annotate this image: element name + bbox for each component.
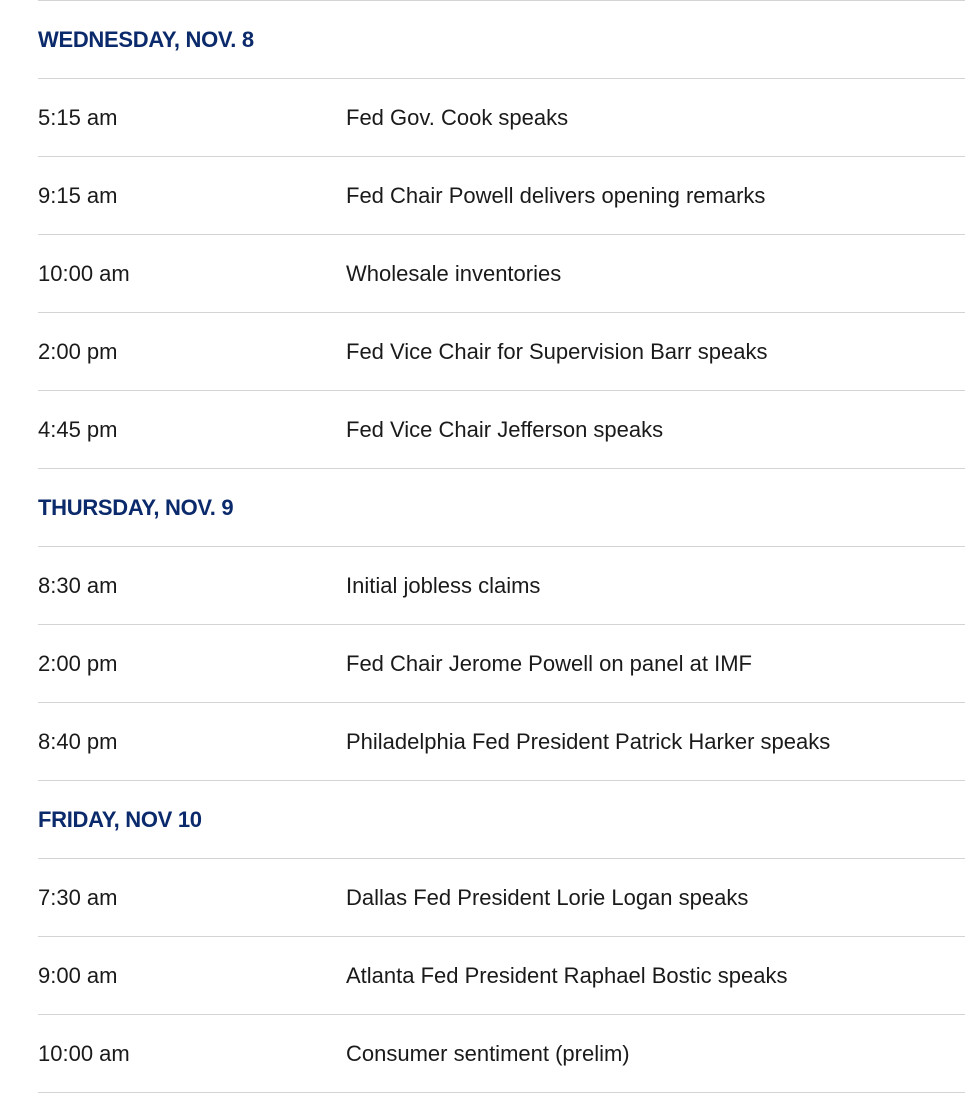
table-row [38,235,965,312]
table-row [38,703,965,780]
event-description: Fed Chair Jerome Powell on panel at IMF [346,650,752,676]
day-heading-wednesday: WEDNESDAY, NOV. 8 [38,26,254,52]
table-row [38,79,965,156]
table-row [38,547,965,624]
table-row [38,313,965,390]
event-description: Philadelphia Fed President Patrick Harker speaks [346,728,831,754]
event-time: 5:15 am [38,104,118,130]
event-description: Dallas Fed President Lorie Logan speaks [346,884,749,910]
day-heading-friday: FRIDAY, NOV 10 [38,806,202,832]
event-description: Fed Vice Chair for Supervision Barr speaks [346,338,768,364]
divider [38,1092,965,1093]
table-row [38,859,965,936]
event-time: 9:00 am [38,962,118,988]
day-heading-thursday: THURSDAY, NOV. 9 [38,494,234,520]
event-description: Fed Gov. Cook speaks [346,104,569,130]
event-time: 2:00 pm [38,650,118,676]
table-row [38,625,965,702]
event-description: Consumer sentiment (prelim) [346,1040,630,1066]
event-time: 4:45 pm [38,416,118,442]
event-time: 10:00 am [38,1040,130,1066]
table-row [38,157,965,234]
event-time: 10:00 am [38,260,130,286]
event-description: Fed Vice Chair Jefferson speaks [346,416,664,442]
event-time: 9:15 am [38,182,118,208]
event-time: 7:30 am [38,884,118,910]
event-time: 8:30 am [38,572,118,598]
event-description: Atlanta Fed President Raphael Bostic speaks [346,962,788,988]
economic-calendar [38,0,965,1093]
event-description: Initial jobless claims [346,572,541,598]
event-time: 8:40 pm [38,728,118,754]
event-time: 2:00 pm [38,338,118,364]
event-description: Fed Chair Powell delivers opening remarks [346,182,766,208]
event-description: Wholesale inventories [346,260,562,286]
table-row [38,1015,965,1092]
table-row [38,391,965,468]
table-row [38,937,965,1014]
